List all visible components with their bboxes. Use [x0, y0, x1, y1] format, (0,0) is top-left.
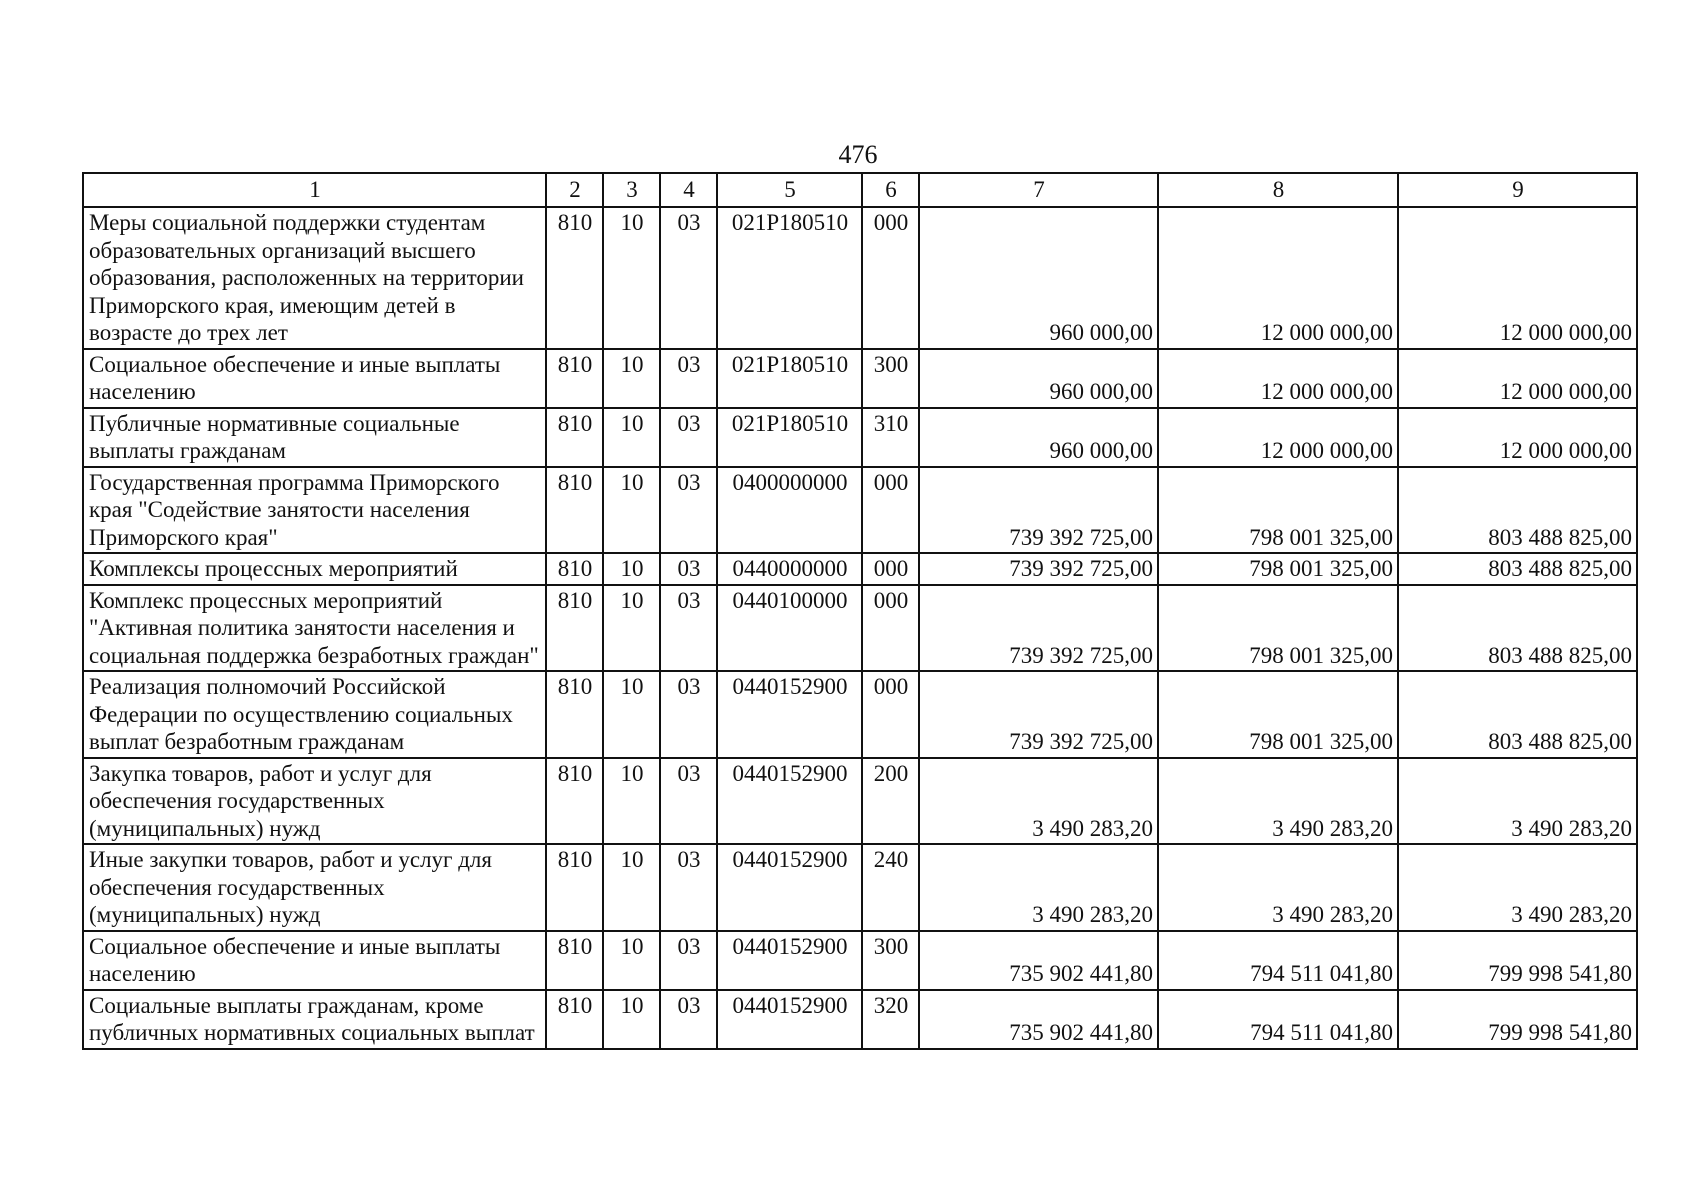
code-cell: 810: [546, 207, 603, 349]
amount-cell: 3 490 283,20: [1398, 758, 1637, 845]
code-cell: 10: [603, 349, 660, 408]
code-cell: 0440152900: [717, 671, 862, 758]
code-cell: 810: [546, 671, 603, 758]
code-cell: 0440152900: [717, 931, 862, 990]
table-row: [83, 349, 1637, 408]
code-cell: 0440152900: [717, 990, 862, 1049]
item-name-cell: Реализация полномочий Российской Федерации по осуществлению социальных выплат безработным гражданам: [83, 671, 546, 758]
amount-cell: 12 000 000,00: [1398, 207, 1637, 349]
item-name-cell: Закупка товаров, работ и услуг для обеспечения государственных (муниципальных) нужд: [83, 758, 546, 845]
amount-cell: 12 000 000,00: [1398, 408, 1637, 467]
code-cell: 000: [862, 671, 919, 758]
code-cell: 200: [862, 758, 919, 845]
amount-cell: 3 490 283,20: [919, 758, 1158, 845]
item-name-cell: Иные закупки товаров, работ и услуг для обеспечения государственных (муниципальных) нужд: [83, 844, 546, 931]
code-cell: 021P180510: [717, 207, 862, 349]
code-cell: 03: [660, 931, 717, 990]
table-body: [83, 207, 1637, 1049]
code-cell: 03: [660, 207, 717, 349]
page-number: 476: [838, 140, 878, 169]
column-header: 7: [919, 173, 1158, 207]
code-cell: 021P180510: [717, 349, 862, 408]
column-header: 2: [546, 173, 603, 207]
column-header: 8: [1158, 173, 1398, 207]
amount-cell: 799 998 541,80: [1398, 931, 1637, 990]
code-cell: 0440100000: [717, 585, 862, 672]
amount-cell: 803 488 825,00: [1398, 585, 1637, 672]
amount-cell: 803 488 825,00: [1398, 553, 1637, 585]
item-name-cell: Социальное обеспечение и иные выплаты населению: [83, 931, 546, 990]
amount-cell: 739 392 725,00: [919, 585, 1158, 672]
table-row: [83, 553, 1637, 585]
column-header: 5: [717, 173, 862, 207]
column-header: 4: [660, 173, 717, 207]
code-cell: 03: [660, 553, 717, 585]
code-cell: 03: [660, 585, 717, 672]
table-row: [83, 844, 1637, 931]
budget-table: [82, 172, 1638, 1050]
table-row: [83, 931, 1637, 990]
amount-cell: 3 490 283,20: [919, 844, 1158, 931]
amount-cell: 735 902 441,80: [919, 990, 1158, 1049]
item-name-cell: Социальное обеспечение и иные выплаты населению: [83, 349, 546, 408]
code-cell: 810: [546, 990, 603, 1049]
amount-cell: 12 000 000,00: [1158, 408, 1398, 467]
code-cell: 0400000000: [717, 467, 862, 554]
code-cell: 300: [862, 349, 919, 408]
code-cell: 0440152900: [717, 758, 862, 845]
table-row: [83, 758, 1637, 845]
item-name-cell: Комплекс процессных мероприятий "Активная политика занятости населения и социальная поддержка безработных граждан": [83, 585, 546, 672]
amount-cell: 3 490 283,20: [1158, 844, 1398, 931]
code-cell: 03: [660, 671, 717, 758]
amount-cell: 12 000 000,00: [1158, 207, 1398, 349]
code-cell: 000: [862, 553, 919, 585]
code-cell: 10: [603, 931, 660, 990]
amount-cell: 798 001 325,00: [1158, 585, 1398, 672]
code-cell: 10: [603, 467, 660, 554]
amount-cell: 12 000 000,00: [1398, 349, 1637, 408]
code-cell: 810: [546, 844, 603, 931]
code-cell: 810: [546, 349, 603, 408]
table-row: [83, 467, 1637, 554]
code-cell: 03: [660, 844, 717, 931]
column-header: 1: [83, 173, 546, 207]
item-name-cell: Публичные нормативные социальные выплаты гражданам: [83, 408, 546, 467]
code-cell: 03: [660, 408, 717, 467]
code-cell: 810: [546, 585, 603, 672]
code-cell: 810: [546, 553, 603, 585]
amount-cell: 798 001 325,00: [1158, 553, 1398, 585]
amount-cell: 735 902 441,80: [919, 931, 1158, 990]
amount-cell: 960 000,00: [919, 408, 1158, 467]
amount-cell: 3 490 283,20: [1158, 758, 1398, 845]
code-cell: 810: [546, 931, 603, 990]
amount-cell: 12 000 000,00: [1158, 349, 1398, 408]
code-cell: 021P180510: [717, 408, 862, 467]
column-header: 6: [862, 173, 919, 207]
code-cell: 810: [546, 467, 603, 554]
code-cell: 10: [603, 408, 660, 467]
code-cell: 03: [660, 349, 717, 408]
amount-cell: 739 392 725,00: [919, 467, 1158, 554]
item-name-cell: Меры социальной поддержки студентам образовательных организаций высшего образования, расположенных на территории Приморского края, имеющим детей в возрасте до трех лет: [83, 207, 546, 349]
table-row: [83, 408, 1637, 467]
header-row: [83, 173, 1637, 207]
code-cell: 0440000000: [717, 553, 862, 585]
amount-cell: 799 998 541,80: [1398, 990, 1637, 1049]
code-cell: 03: [660, 990, 717, 1049]
code-cell: 810: [546, 758, 603, 845]
code-cell: 03: [660, 467, 717, 554]
amount-cell: 960 000,00: [919, 207, 1158, 349]
code-cell: 10: [603, 207, 660, 349]
code-cell: 03: [660, 758, 717, 845]
table-row: [83, 990, 1637, 1049]
code-cell: 10: [603, 553, 660, 585]
code-cell: 000: [862, 207, 919, 349]
code-cell: 0440152900: [717, 844, 862, 931]
code-cell: 810: [546, 408, 603, 467]
amount-cell: 798 001 325,00: [1158, 671, 1398, 758]
column-header: 3: [603, 173, 660, 207]
code-cell: 000: [862, 585, 919, 672]
item-name-cell: Комплексы процессных мероприятий: [83, 553, 546, 585]
amount-cell: 794 511 041,80: [1158, 990, 1398, 1049]
amount-cell: 3 490 283,20: [1398, 844, 1637, 931]
table-row: [83, 671, 1637, 758]
code-cell: 000: [862, 467, 919, 554]
code-cell: 300: [862, 931, 919, 990]
amount-cell: 739 392 725,00: [919, 553, 1158, 585]
code-cell: 10: [603, 844, 660, 931]
column-header: 9: [1398, 173, 1637, 207]
item-name-cell: Социальные выплаты гражданам, кроме публичных нормативных социальных выплат: [83, 990, 546, 1049]
amount-cell: 739 392 725,00: [919, 671, 1158, 758]
table-row: [83, 207, 1637, 349]
code-cell: 10: [603, 585, 660, 672]
code-cell: 10: [603, 758, 660, 845]
amount-cell: 960 000,00: [919, 349, 1158, 408]
table-row: [83, 585, 1637, 672]
amount-cell: 803 488 825,00: [1398, 671, 1637, 758]
code-cell: 10: [603, 671, 660, 758]
item-name-cell: Государственная программа Приморского края "Содействие занятости населения Приморского края": [83, 467, 546, 554]
amount-cell: 803 488 825,00: [1398, 467, 1637, 554]
amount-cell: 794 511 041,80: [1158, 931, 1398, 990]
code-cell: 310: [862, 408, 919, 467]
code-cell: 240: [862, 844, 919, 931]
code-cell: 10: [603, 990, 660, 1049]
amount-cell: 798 001 325,00: [1158, 467, 1398, 554]
code-cell: 320: [862, 990, 919, 1049]
